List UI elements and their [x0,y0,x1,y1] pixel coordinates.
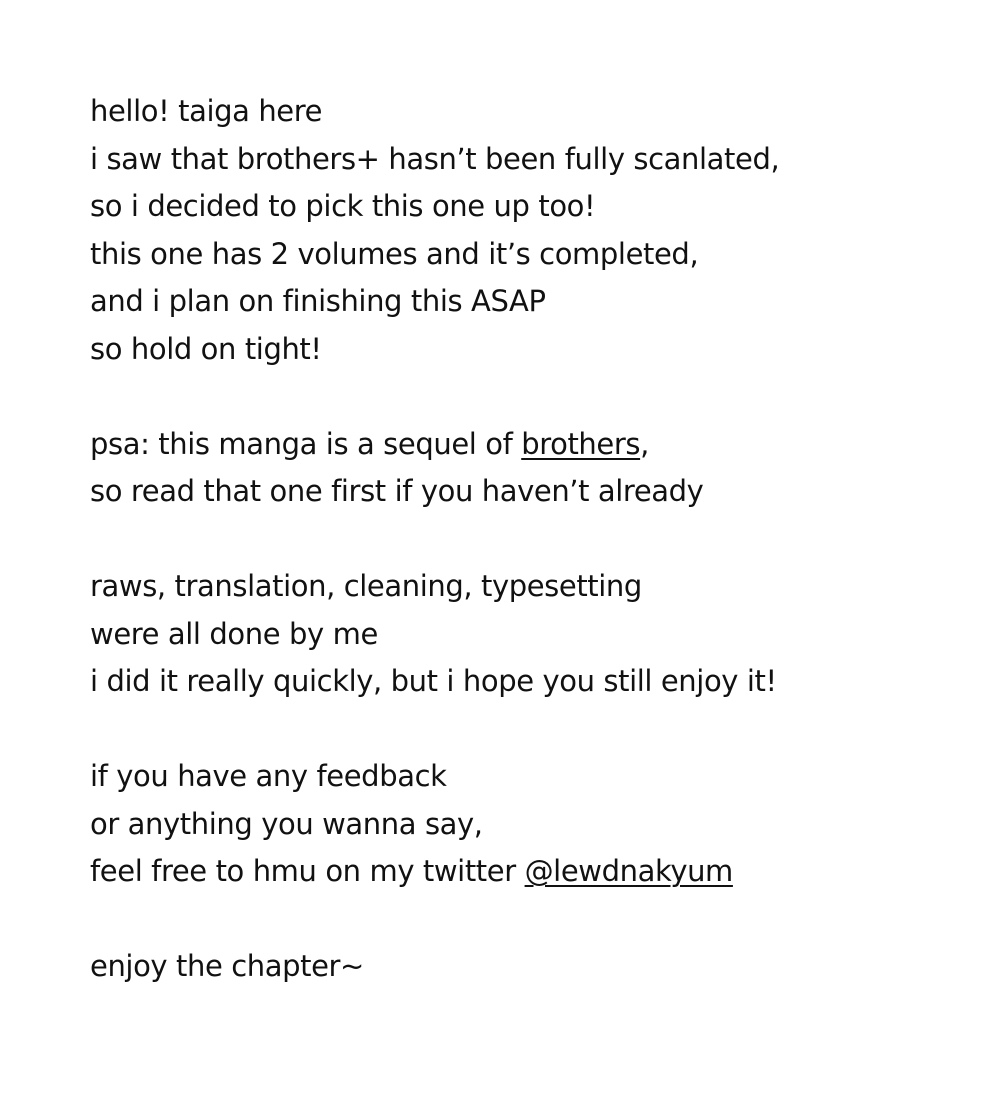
feedback-line-1: if you have any feedback [90,759,447,793]
psa-prefix: psa: this manga is a sequel of [90,426,522,461]
feedback-line-2: or anything you wanna say, [90,806,483,841]
feedback-line-3 [90,848,970,896]
credits-line-3: i did it really quickly, but i hope you still enjoy it! [90,664,777,698]
paragraph-gap [90,896,970,944]
credits-line-1: raws, translation, cleaning, typesetting [90,569,642,603]
paragraph-gap [90,706,970,754]
psa-line-1 [90,421,970,469]
psa-line-2: so read that one first if you haven’t already [90,474,704,508]
closing-line: enjoy the chapter~ [90,949,364,983]
feedback-prefix: feel free to hmu on my twitter [90,854,525,888]
credits-line-2: were all done by me [90,616,378,651]
paragraph-gap [90,373,970,421]
paragraph-gap [90,516,970,564]
intro-line-4: this one has 2 volumes and it’s completed, [90,236,699,271]
intro-line-1: hello! taiga here [90,94,323,128]
intro-line-6: so hold on tight! [90,331,322,366]
brothers-link[interactable]: brothers [521,426,641,461]
twitter-handle-link[interactable]: @lewdnakyum [524,854,733,888]
intro-line-2: i saw that brothers+ hasn’t been fully scanlated, [90,141,780,176]
psa-suffix: , [640,426,649,461]
intro-line-5: and i plan on finishing this ASAP [90,284,546,318]
intro-line-3: so i decided to pick this one up too! [90,189,596,223]
translator-note [90,88,970,991]
